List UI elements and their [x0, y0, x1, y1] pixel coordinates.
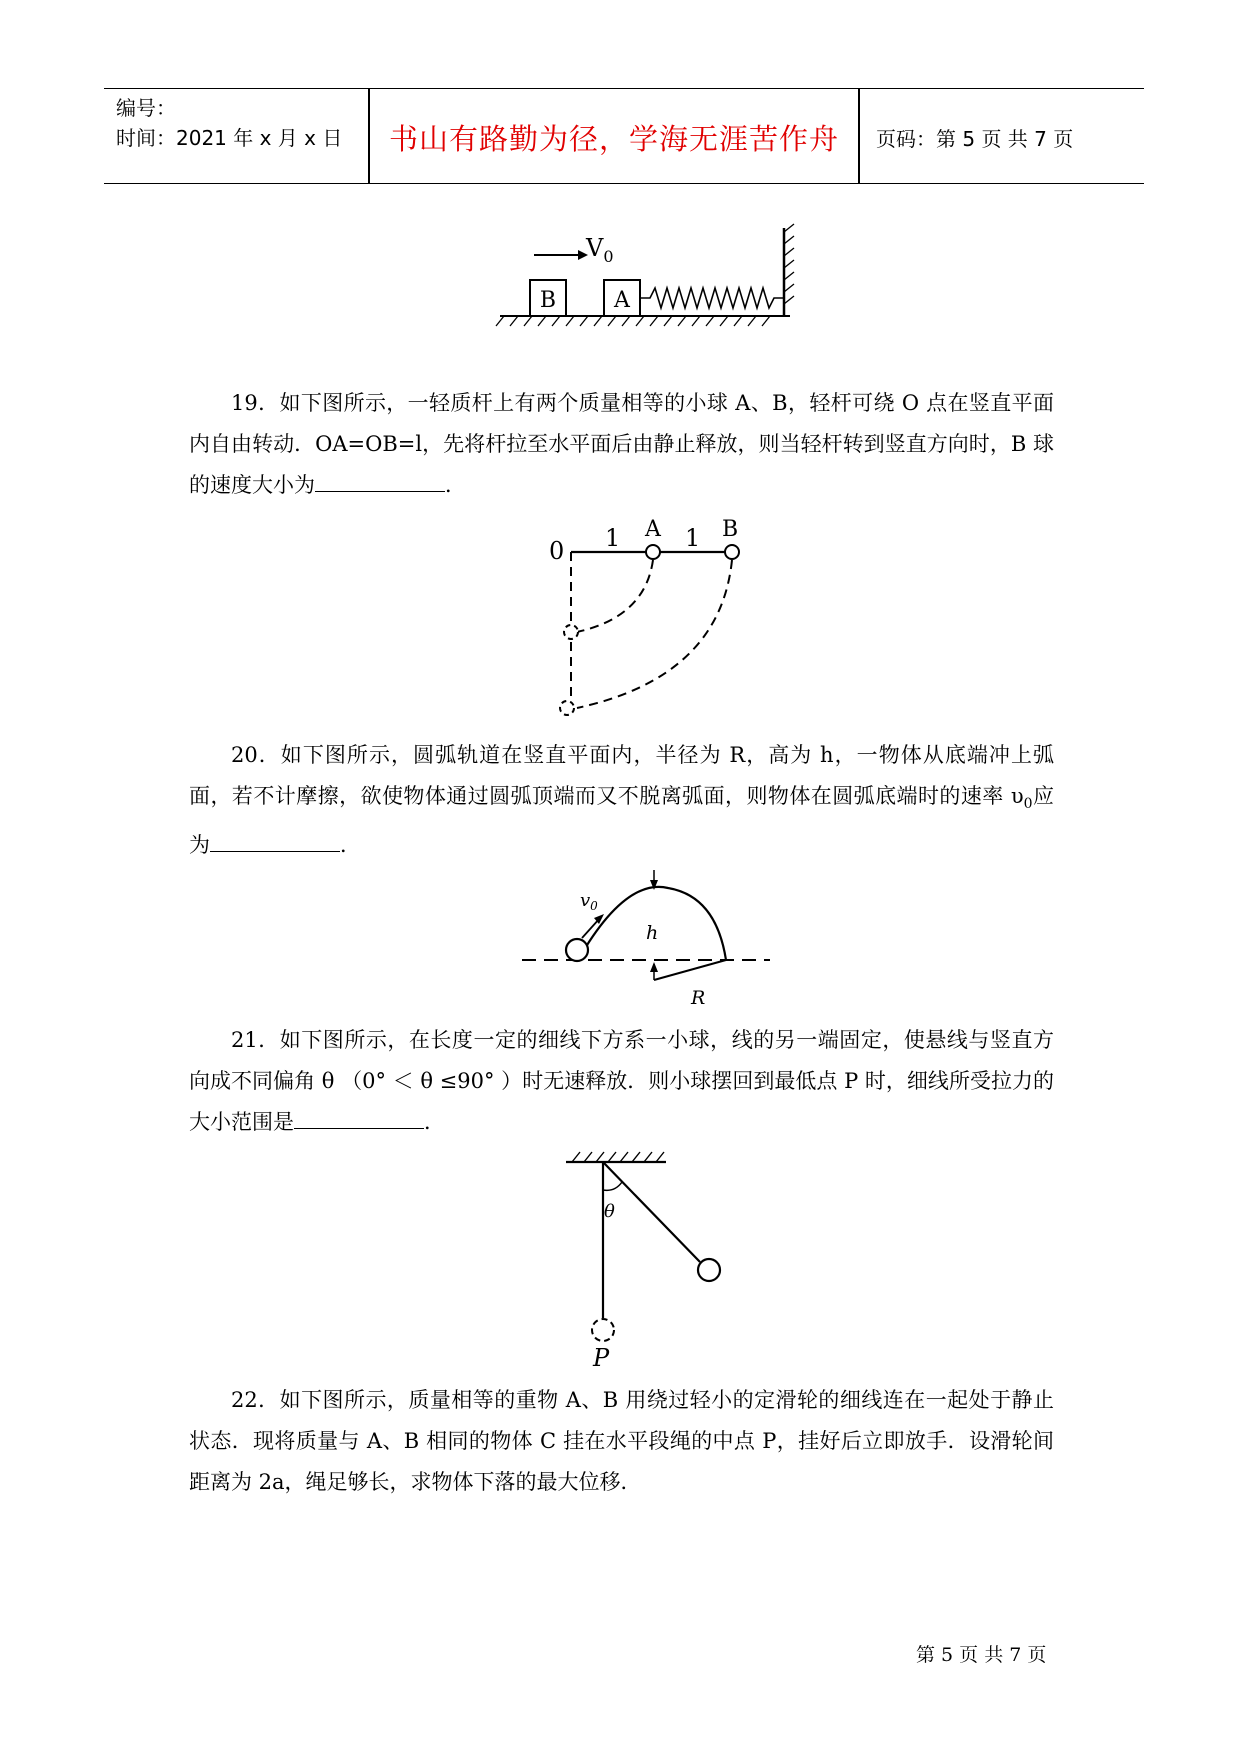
header-motto: 书山有路勤为径，学海无涯苦作舟: [388, 122, 839, 156]
header-divider: [858, 89, 860, 183]
ball-a: [646, 545, 660, 559]
header-number: 编号：: [116, 96, 176, 120]
header-time: 时间：2021 年 x 月 x 日: [116, 126, 343, 150]
page-footer: 第 5 页 共 7 页: [916, 1644, 1047, 1666]
pendulum-figure: [560, 1150, 740, 1372]
ball-b: [725, 545, 739, 559]
ball: [566, 939, 588, 961]
ball-lowest-point: [592, 1319, 614, 1341]
question-22: 22．如下图所示，质量相等的重物 A、B 用绕过轻小的定滑轮的细线连在一起处于静止状态．现将质量与 A、B 相同的物体 C 挂在水平段绳的中点 P，挂好后立即放手．设滑轮间距离为 2a，绳足够长，求物体下落的最大位移．: [189, 1388, 1054, 1494]
spring: [640, 288, 784, 308]
block-a-label: A: [614, 288, 630, 313]
v0-label: $V_0$: [586, 234, 614, 266]
ball: [698, 1259, 720, 1281]
page-header: [104, 88, 1144, 184]
question-19: 19．如下图所示，一轻质杆上有两个质量相等的小球 A、B，轻杆可绕 O 点在竖直平面内自由转动．OA=OB=l，先将杆拉至水平面后由静止释放，则当轻杆转到竖直方向时，B 球的速度大小为 ．: [189, 391, 1054, 497]
blocks-spring-figure: [490, 222, 810, 332]
header-meta: [116, 93, 342, 153]
answer-blank[interactable]: [210, 833, 340, 852]
answer-blank[interactable]: [294, 1110, 424, 1129]
label-p: P: [593, 1344, 610, 1372]
label-r: R: [691, 987, 706, 1008]
label-h: h: [646, 922, 659, 944]
block-b-label: B: [539, 288, 557, 313]
answer-blank[interactable]: [315, 473, 445, 492]
label-a: A: [645, 517, 661, 542]
arc-track-figure: [520, 868, 770, 1008]
header-page-number: 页码：第 5 页 共 7 页: [876, 127, 1074, 151]
label-theta: θ: [604, 1201, 615, 1222]
question-21: 21．如下图所示，在长度一定的细线下方系一小球，线的另一端固定，使悬线与竖直方向成不同偏角 θ （0° ＜ θ ≤90° ）时无速释放．则小球摆回到最低点 P 时，细线所受拉力的大小范围是 ．: [189, 1028, 1054, 1134]
label-l2: 1: [685, 524, 701, 552]
question-20: 20．如下图所示，圆弧轨道在竖直平面内，半径为 R，高为 h，一物体从底端冲上弧面，若不计摩擦，欲使物体通过圆弧顶端而又不脱离弧面，则物体在圆弧底端时的速率 $\upsilon_0$应为 ．: [189, 743, 1054, 858]
label-v0: $v_0$: [580, 890, 598, 913]
label-o: 0: [549, 537, 565, 565]
rod-rotation-figure: [535, 512, 755, 722]
displaced-string: [603, 1162, 700, 1262]
label-l1: 1: [605, 524, 621, 552]
label-b: B: [722, 517, 739, 542]
